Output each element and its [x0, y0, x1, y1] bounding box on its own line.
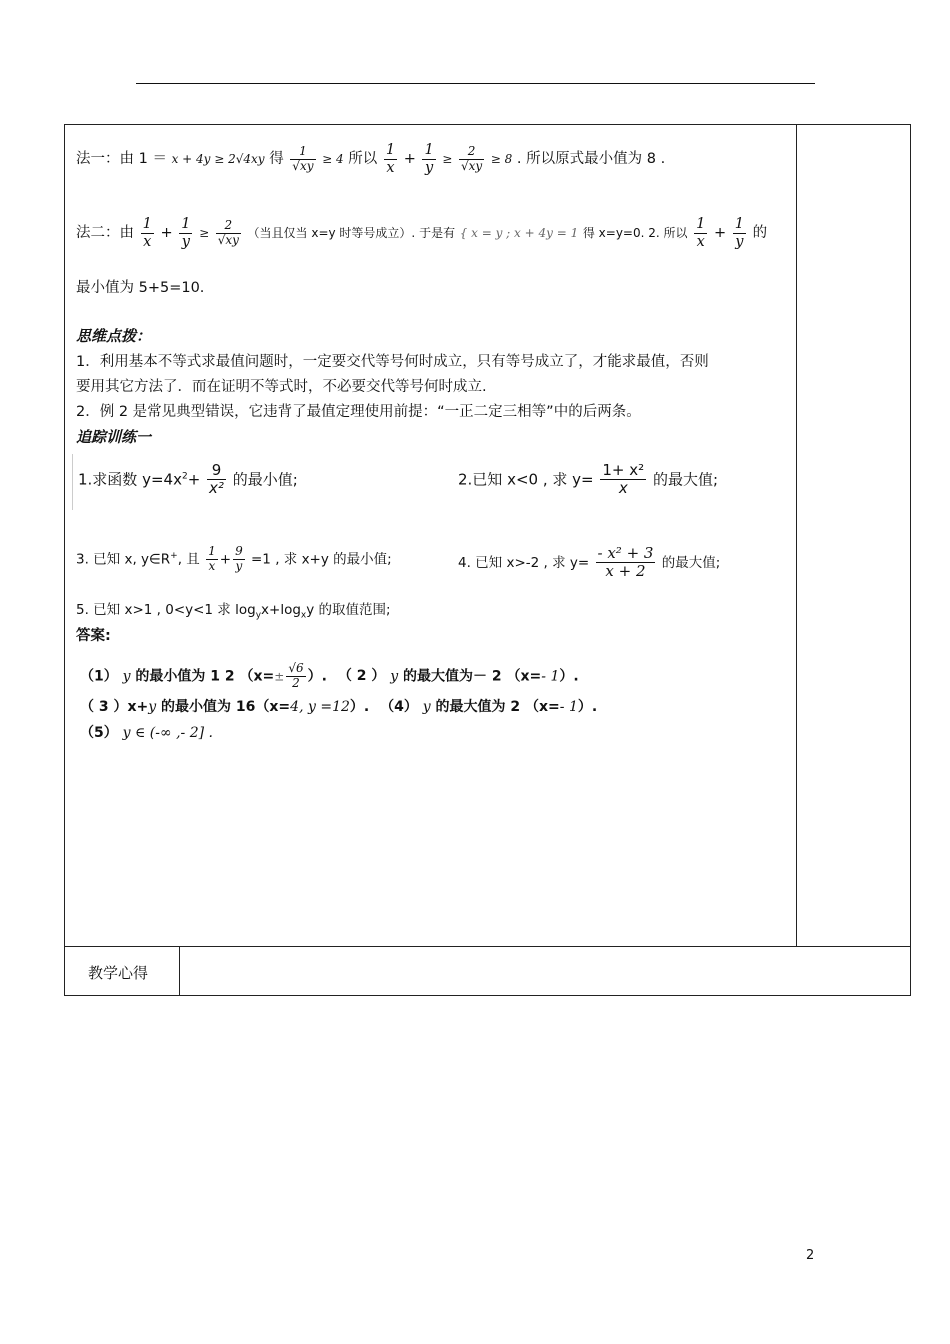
tips-paragraph-2: 2．例 2 是常见典型错误，它违背了最值定理使用前提：“一正二定三相等”中的后两条。	[76, 404, 641, 420]
answer-4-prefix: （4）	[380, 699, 418, 715]
table-column-divider	[796, 124, 797, 946]
method2-line	[76, 216, 767, 250]
answer-line-1	[80, 662, 579, 691]
practice-box-edge	[72, 454, 73, 510]
answer-1-y: y	[122, 668, 131, 685]
answer-3-close: ）.	[349, 699, 370, 715]
method1-fraction-1: $\frac{1}{√xy}$	[292, 143, 314, 173]
method1-fraction-3: $\frac{1}{y}$	[424, 142, 434, 176]
answer-5-value: y ∈ (-∞ ,- 2] .	[122, 725, 214, 741]
answer-4-close: ）.	[577, 699, 598, 715]
practice-heading: 追踪训练一	[76, 428, 152, 446]
method1-suoyi: 所以	[348, 151, 378, 168]
question-5	[76, 604, 391, 621]
question-2-suffix: 的最大值;	[652, 470, 718, 489]
method2-fraction-4: $\frac{1}{x}$	[696, 216, 706, 250]
question-2-prefix: 2.已知 x<0 , 求 y=	[458, 470, 594, 489]
question-1-prefix: 1.求函数 y=4x	[78, 470, 182, 489]
method2-plus: +	[160, 225, 173, 242]
answer-3-value: 4, y =12	[290, 699, 350, 715]
answer-4-y: y	[422, 699, 431, 715]
method1-fraction-4: $\frac{2}{√xy}$	[460, 143, 483, 173]
answer-1-pm: ±	[274, 669, 285, 684]
question-3-fraction-1: $\frac{1}{x}$	[208, 544, 216, 573]
method1-ge: ≥	[442, 152, 453, 167]
answer-line-2	[80, 700, 597, 714]
answer-line-3	[80, 726, 213, 740]
method1-line	[76, 142, 665, 176]
answer-2-prefix: （ 2 ）	[337, 668, 386, 685]
answer-2-close: ）.	[559, 668, 579, 685]
method2-fraction-5: $\frac{1}{y}$	[734, 216, 744, 250]
question-3	[76, 545, 392, 574]
question-4	[458, 545, 720, 581]
answer-3-text: 的最小值为 16（x=	[161, 699, 291, 715]
answer-2-value: - 1	[541, 668, 560, 685]
answer-1-prefix: （1）	[80, 668, 118, 685]
question-1-plus: +	[187, 470, 201, 489]
answer-3-prefix: （ 3 ）x+	[80, 699, 149, 715]
method1-ge8: ≥ 8	[490, 152, 513, 167]
question-2-fraction: $\frac{\text{1+ x²}}{x}$	[602, 461, 645, 498]
tips-heading: 思维点拨：	[76, 327, 152, 345]
answer-2-y: y	[390, 668, 399, 685]
answer-4-text: 的最大值为 2 （x=	[435, 699, 560, 715]
question-5-mid: x+log	[261, 602, 301, 618]
question-1-suffix: 的最小值;	[232, 470, 298, 489]
question-5-prefix: 5. 已知 x>1 , 0<y<1 求 log	[76, 602, 256, 618]
method2-plus-2: +	[713, 225, 727, 242]
tips-paragraph-1a: 1．利用基本不等式求最值问题时，一定要交代等号何时成立，只有等号成立了，才能求最值，否则	[76, 354, 709, 370]
method1-de: 得	[269, 151, 284, 168]
question-4-prefix: 4. 已知 x>-2 , 求 y=	[458, 554, 590, 571]
method2-conclusion: 最小值为 5+5=10.	[76, 280, 205, 296]
method2-prefix: 法二：由	[76, 225, 134, 242]
question-5-suffix: y 的取值范围;	[306, 602, 391, 618]
method2-fraction-3: $\frac{2}{√xy}$	[217, 217, 239, 247]
method1-suffix: . 所以原式最小值为 8 .	[516, 151, 666, 168]
question-3-fraction-2: $\frac{9}{y}$	[235, 544, 243, 573]
table-row-divider	[64, 946, 911, 947]
method2-condition: （当且仅当 x=y 时等号成立）. 于是有	[247, 226, 456, 241]
header-rule	[136, 83, 815, 84]
method1-plus: +	[403, 151, 416, 168]
answer-1-close: ）.	[307, 668, 327, 685]
question-4-suffix: 的最大值;	[661, 554, 721, 571]
question-5-sub-2: x	[300, 610, 307, 621]
method1-expression: x + 4y ≥ 2√4xy	[171, 152, 265, 167]
answer-4-value: - 1	[559, 699, 578, 715]
question-3-mid: , 且	[177, 551, 200, 568]
method2-de: 的	[752, 225, 768, 242]
answer-3-y: y	[148, 699, 157, 715]
question-2	[458, 462, 718, 498]
answer-1-fraction: $\frac{√6}{2}$	[288, 661, 304, 690]
answers-heading: 答案:	[76, 628, 111, 644]
method2-fraction-1: $\frac{1}{x}$	[142, 216, 152, 250]
method2-fraction-2: $\frac{1}{y}$	[181, 216, 191, 250]
method1-prefix: 法一：由 1 ＝	[76, 151, 167, 168]
question-5-sub-1: y	[255, 610, 262, 621]
method2-system: { x = y ; x + 4y = 1	[459, 226, 579, 241]
method1-ge4: ≥ 4	[322, 152, 344, 167]
teaching-notes-label: 教学心得	[88, 964, 149, 982]
method2-result: 得 x=y=0. 2. 所以	[582, 226, 688, 241]
tips-paragraph-1b: 要用其它方法了．而在证明不等式时，不必要交代等号何时成立.	[76, 379, 487, 395]
question-1-exponent: 2	[181, 471, 188, 482]
answer-1-text: 的最小值为 1 2 （x=	[135, 668, 275, 685]
question-3-plus: +	[219, 551, 232, 568]
method1-fraction-2: $\frac{1}{x}$	[385, 142, 396, 176]
question-1-fraction: $\frac{9}{\text{x²}}$	[209, 461, 224, 498]
question-4-fraction: $\frac{\text{- x² + 3}}{x + 2}$	[597, 544, 654, 581]
answer-5-prefix: （5）	[80, 725, 118, 741]
page-number: 2	[806, 1248, 815, 1263]
answer-2-text: 的最大值为－ 2 （x=	[403, 668, 542, 685]
question-3-suffix: =1 , 求 x+y 的最小值;	[251, 551, 392, 568]
method2-ge: ≥	[199, 226, 210, 241]
question-1	[78, 462, 298, 498]
question-3-sup: +	[170, 550, 178, 561]
footer-cell-divider	[179, 946, 180, 996]
question-3-prefix: 3. 已知 x, y∈R	[76, 551, 171, 568]
